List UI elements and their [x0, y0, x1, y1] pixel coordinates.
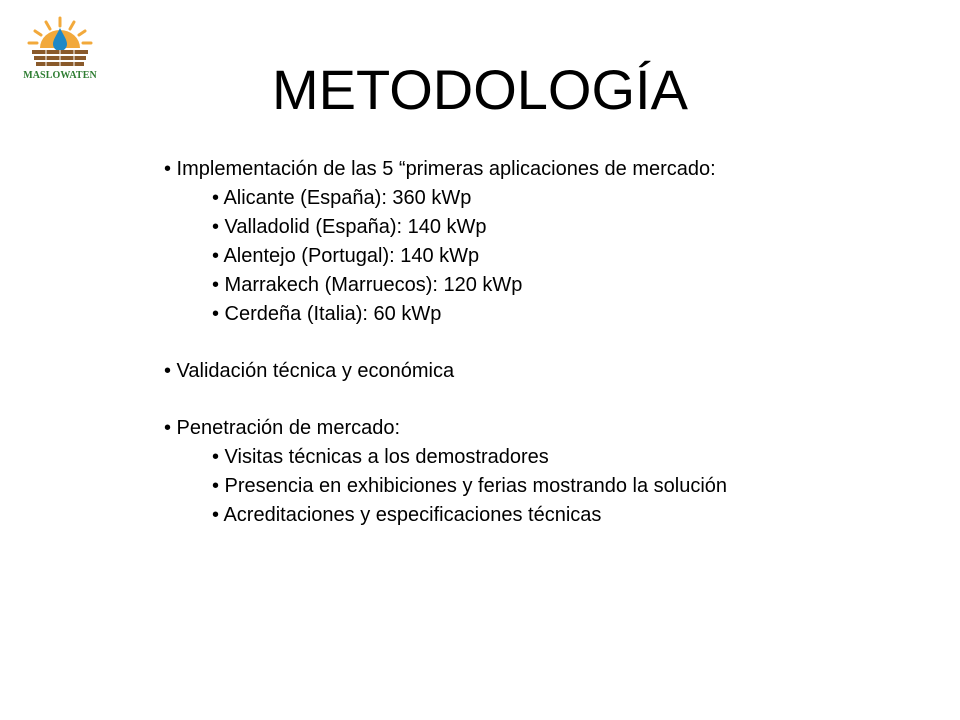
section-heading-penetracion: • Penetración de mercado:: [164, 417, 401, 439]
list-item: • Visitas técnicas a los demostradores: [212, 446, 549, 468]
bullet-list: [164, 155, 864, 530]
page-title: METODOLOGÍA: [272, 58, 688, 121]
list-item: • Valladolid (España): 140 kWp: [212, 216, 487, 238]
list-item: • Alicante (España): 360 kWp: [212, 187, 472, 209]
logo-text: MASLOWATEN: [23, 70, 97, 81]
list-item: • Marrakech (Marruecos): 120 kWp: [212, 274, 523, 296]
list-item: • Acreditaciones y especificaciones técnicas: [212, 504, 602, 526]
list-item: • Cerdeña (Italia): 60 kWp: [212, 303, 442, 325]
list-item: • Presencia en exhibiciones y ferias mostrando la solución: [212, 475, 728, 497]
section-heading-implementacion: • Implementación de las 5 “primeras aplicaciones de mercado:: [164, 158, 716, 180]
spacer: [164, 329, 864, 357]
section-heading-validacion: • Validación técnica y económica: [164, 360, 455, 382]
spacer: [164, 386, 864, 414]
list-item: • Alentejo (Portugal): 140 kWp: [212, 245, 480, 267]
